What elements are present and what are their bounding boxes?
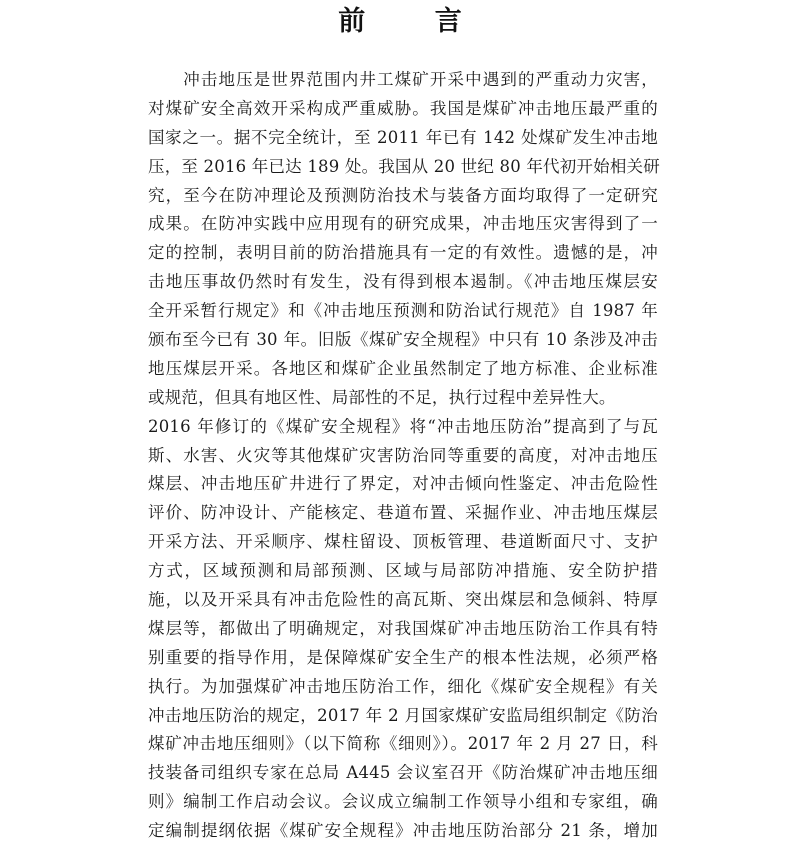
text-line: 国家之一。据不完全统计，至 2011 年已有 142 处煤矿发生冲击地 <box>148 127 658 147</box>
text-line: 地压煤层开采。各地区和煤矿企业虽然制定了地方标准、企业标准 <box>148 358 658 378</box>
text-line: 或规范，但具有地区性、局部性的不足，执行过程中差异性大。 <box>148 387 616 407</box>
text-line: 冲击地压防治的规定，2017 年 2 月国家煤矿安监局组织制定《防治 <box>148 705 658 725</box>
text-line: 煤矿冲击地压细则》（以下简称《细则》）。2017 年 2 月 27 日，科 <box>148 734 658 754</box>
text-line: 全开采暂行规定》和《冲击地压预测和防治试行规范》自 1987 年 <box>148 301 658 321</box>
text-line: 则》编制工作启动会议。会议成立编制工作领导小组和专家组，确 <box>148 792 658 812</box>
text-line: 2016 年修订的《煤矿安全规程》将“冲击地压防治”提高到了与瓦 <box>148 416 658 436</box>
text-line: 煤层等，都做出了明确规定，对我国煤矿冲击地压防治工作具有特 <box>148 618 658 638</box>
text-line: 定的控制，表明目前的防治措施具有一定的有效性。遗憾的是，冲 <box>148 243 658 263</box>
text-line: 冲击地压是世界范围内井工煤矿开采中遇到的严重动力灾害， <box>148 70 658 89</box>
text-line: 评价、防冲设计、产能核定、巷道布置、采掘作业、冲击地压煤层 <box>148 503 658 523</box>
text-line: 斯、水害、火灾等其他煤矿灾害防治同等重要的高度，对冲击地压 <box>148 445 658 465</box>
text-line: 定编制提纲依据《煤矿安全规程》冲击地压防治部分 21 条，增加 <box>148 821 658 841</box>
text-line: 煤层、冲击地压矿井进行了界定，对冲击倾向性鉴定、冲击危险性 <box>148 474 658 494</box>
text-line: 开采方法、开采顺序、煤柱留设、顶板管理、巷道断面尺寸、支护 <box>148 532 658 552</box>
text-line: 击地压事故仍然时有发生，没有得到根本遏制。《冲击地压煤层安 <box>148 272 658 292</box>
text-line: 对煤矿安全高效开采构成严重威胁。我国是煤矿冲击地压最严重的 <box>148 98 658 118</box>
text-line: 执行。为加强煤矿冲击地压防治工作，细化《煤矿安全规程》有关 <box>148 676 658 696</box>
text-line: 压，至 2016 年已达 189 处。我国从 20 世纪 80 年代初开始相关研 <box>148 156 660 176</box>
preface-body <box>148 66 658 846</box>
text-line: 施，以及开采具有冲击危险性的高瓦斯、突出煤层和急倾斜、特厚 <box>148 590 658 610</box>
page-title: 前 言 <box>338 6 492 37</box>
text-line: 技装备司组织专家在总局 A445 会议室召开《防治煤矿冲击地压细 <box>148 763 658 783</box>
text-line: 方式，区域预测和局部预测、区域与局部防冲措施、安全防护措 <box>148 561 658 581</box>
text-line: 颁布至今已有 30 年。旧版《煤矿安全规程》中只有 10 条涉及冲击 <box>148 330 658 350</box>
text-line: 别重要的指导作用，是保障煤矿安全生产的根本性法规，必须严格 <box>148 647 658 667</box>
text-line: 成果。在防冲实践中应用现有的研究成果，冲击地压灾害得到了一 <box>148 214 658 234</box>
text-line: 究，至今在防冲理论及预测防治技术与装备方面均取得了一定研究 <box>148 185 658 205</box>
